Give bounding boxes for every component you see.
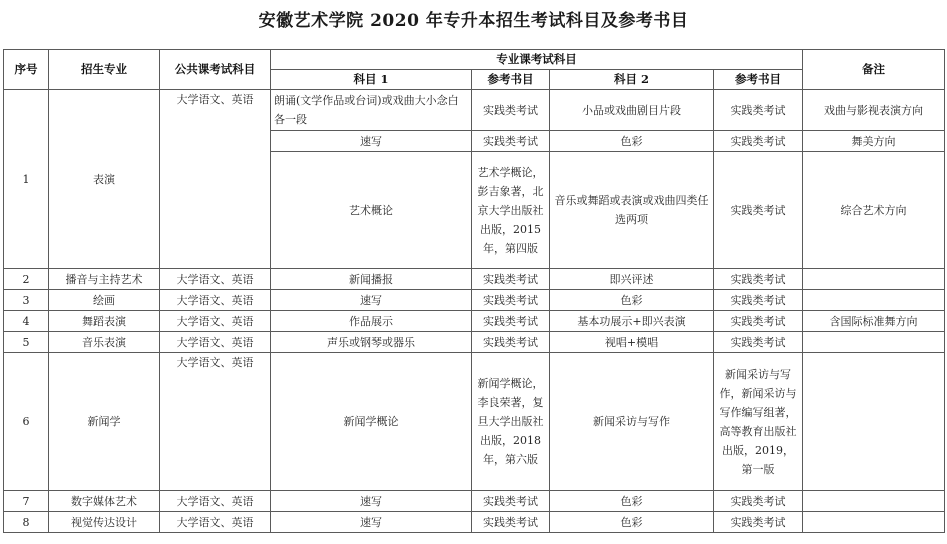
header-major: 招生专业 bbox=[49, 50, 160, 90]
cell-remark bbox=[803, 353, 945, 491]
cell-major: 音乐表演 bbox=[49, 332, 160, 353]
cell-subject2: 色彩 bbox=[550, 512, 714, 533]
cell-ref1: 实践类考试 bbox=[472, 131, 550, 152]
cell-subject2: 新闻采访与写作 bbox=[550, 353, 714, 491]
cell-public: 大学语文、英语 bbox=[160, 269, 271, 290]
cell-ref2: 实践类考试 bbox=[714, 152, 803, 269]
header-subject1: 科目 1 bbox=[271, 70, 472, 90]
cell-ref2: 实践类考试 bbox=[714, 131, 803, 152]
table-row bbox=[4, 491, 945, 512]
cell-major: 数字媒体艺术 bbox=[49, 491, 160, 512]
cell-public: 大学语文、英语 bbox=[160, 491, 271, 512]
cell-ref2: 实践类考试 bbox=[714, 512, 803, 533]
cell-subject2: 音乐或舞蹈或表演或戏曲四类任选两项 bbox=[550, 152, 714, 269]
cell-remark bbox=[803, 269, 945, 290]
cell-no: 6 bbox=[4, 353, 49, 491]
cell-no: 1 bbox=[4, 90, 49, 269]
cell-subject2: 基本功展示+即兴表演 bbox=[550, 311, 714, 332]
cell-ref1: 实践类考试 bbox=[472, 90, 550, 131]
cell-no: 5 bbox=[4, 332, 49, 353]
cell-ref1: 实践类考试 bbox=[472, 332, 550, 353]
table-row bbox=[4, 512, 945, 533]
cell-ref1: 实践类考试 bbox=[472, 269, 550, 290]
cell-ref1: 实践类考试 bbox=[472, 290, 550, 311]
header-public-subject: 公共课考试科目 bbox=[160, 50, 271, 90]
cell-ref1: 实践类考试 bbox=[472, 512, 550, 533]
cell-major: 视觉传达设计 bbox=[49, 512, 160, 533]
header-professional-group: 专业课考试科目 bbox=[271, 50, 803, 70]
table-row bbox=[4, 332, 945, 353]
cell-subject1: 声乐或钢琴或器乐 bbox=[271, 332, 472, 353]
cell-subject2: 视唱+模唱 bbox=[550, 332, 714, 353]
cell-major: 播音与主持艺术 bbox=[49, 269, 160, 290]
header-no: 序号 bbox=[4, 50, 49, 90]
cell-public: 大学语文、英语 bbox=[160, 311, 271, 332]
cell-ref1: 实践类考试 bbox=[472, 311, 550, 332]
table-row bbox=[4, 90, 945, 131]
exam-subjects-table bbox=[3, 49, 945, 533]
cell-subject2: 色彩 bbox=[550, 290, 714, 311]
cell-remark: 舞美方向 bbox=[803, 131, 945, 152]
cell-major: 绘画 bbox=[49, 290, 160, 311]
cell-subject1: 作品展示 bbox=[271, 311, 472, 332]
cell-remark bbox=[803, 512, 945, 533]
cell-ref2: 实践类考试 bbox=[714, 332, 803, 353]
cell-subject1: 朗诵(文学作品或台词)或戏曲大小念白各一段 bbox=[271, 90, 472, 131]
header-ref2: 参考书目 bbox=[714, 70, 803, 90]
cell-remark bbox=[803, 491, 945, 512]
cell-remark bbox=[803, 290, 945, 311]
header-remark: 备注 bbox=[803, 50, 945, 90]
cell-subject2: 色彩 bbox=[550, 491, 714, 512]
cell-no: 8 bbox=[4, 512, 49, 533]
cell-major: 舞蹈表演 bbox=[49, 311, 160, 332]
cell-public: 大学语文、英语 bbox=[160, 90, 271, 269]
cell-ref2: 实践类考试 bbox=[714, 290, 803, 311]
cell-no: 4 bbox=[4, 311, 49, 332]
cell-subject1: 速写 bbox=[271, 290, 472, 311]
cell-subject2: 小品或戏曲剧目片段 bbox=[550, 90, 714, 131]
cell-subject1: 速写 bbox=[271, 131, 472, 152]
cell-ref2: 实践类考试 bbox=[714, 269, 803, 290]
table-row bbox=[4, 311, 945, 332]
cell-subject2: 色彩 bbox=[550, 131, 714, 152]
cell-subject1: 艺术概论 bbox=[271, 152, 472, 269]
cell-public: 大学语文、英语 bbox=[160, 353, 271, 491]
cell-public: 大学语文、英语 bbox=[160, 332, 271, 353]
cell-ref2: 实践类考试 bbox=[714, 311, 803, 332]
cell-major: 新闻学 bbox=[49, 353, 160, 491]
cell-subject1: 新闻学概论 bbox=[271, 353, 472, 491]
header-ref1: 参考书目 bbox=[472, 70, 550, 90]
cell-remark: 综合艺术方向 bbox=[803, 152, 945, 269]
cell-remark: 戏曲与影视表演方向 bbox=[803, 90, 945, 131]
cell-no: 7 bbox=[4, 491, 49, 512]
table-row bbox=[4, 269, 945, 290]
table-row bbox=[4, 353, 945, 491]
cell-ref2: 实践类考试 bbox=[714, 90, 803, 131]
cell-no: 3 bbox=[4, 290, 49, 311]
cell-remark bbox=[803, 332, 945, 353]
cell-major: 表演 bbox=[49, 90, 160, 269]
cell-subject1: 速写 bbox=[271, 491, 472, 512]
cell-remark: 含国际标准舞方向 bbox=[803, 311, 945, 332]
cell-no: 2 bbox=[4, 269, 49, 290]
cell-ref1: 实践类考试 bbox=[472, 491, 550, 512]
cell-subject1: 新闻播报 bbox=[271, 269, 472, 290]
document-title: 安徽艺术学院 2020 年专升本招生考试科目及参考书目 bbox=[258, 11, 689, 31]
header-subject2: 科目 2 bbox=[550, 70, 714, 90]
table-row bbox=[4, 290, 945, 311]
cell-ref1: 艺术学概论，彭吉象著，北京大学出版社出版，2015年，第四版 bbox=[472, 152, 550, 269]
cell-subject1: 速写 bbox=[271, 512, 472, 533]
cell-ref2: 新闻采访与写作，新闻采访与写作编写组著，高等教育出版社出版，2019，第一版 bbox=[714, 353, 803, 491]
cell-ref1: 新闻学概论，李良荣著，复旦大学出版社出版，2018年，第六版 bbox=[472, 353, 550, 491]
cell-public: 大学语文、英语 bbox=[160, 512, 271, 533]
cell-ref2: 实践类考试 bbox=[714, 491, 803, 512]
cell-subject2: 即兴评述 bbox=[550, 269, 714, 290]
cell-public: 大学语文、英语 bbox=[160, 290, 271, 311]
